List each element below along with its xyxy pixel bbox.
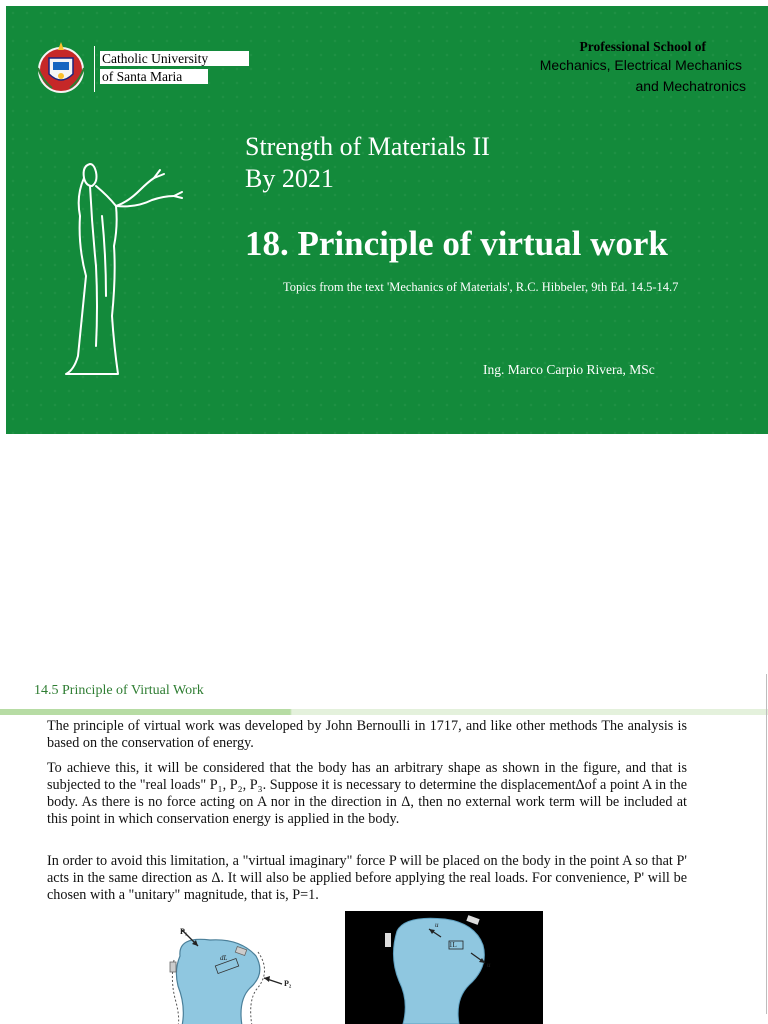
paragraph-real-loads: To achieve this, it will be considered that the body has an arbitrary shape as shown in the figure, and that is subjected to the "real loads" P₁, P₂, P₃. Suppose it is necessary to determine the displacementΔof a point A in the body. As there is no force acting on A nor in the direction in Δ, then no external work term will be included at this point in which conservation energy is applied in the body.	[47, 760, 687, 827]
robed-figure-illustration	[56, 156, 186, 381]
body-real-loads-figure	[160, 926, 310, 1024]
logo-divider	[94, 46, 95, 92]
lecture-title: 18. Principle of virtual work	[245, 224, 668, 263]
element-dl-label: dL	[220, 954, 228, 962]
unit-length-label: 1L	[449, 941, 457, 949]
school-name-line3: and Mechatronics	[635, 78, 746, 94]
title-slide	[6, 6, 768, 434]
author-name: Ing. Marco Carpio Rivera, MSc	[483, 362, 655, 377]
internal-force-u1-label: u	[435, 921, 439, 929]
school-name-line2: Mechanics, Electrical Mechanics	[539, 57, 742, 73]
topics-reference: Topics from the text 'Mechanics of Materials', R.C. Hibbeler, 9th Ed. 14.5-14.7	[283, 280, 679, 294]
school-name-line1: Professional School of	[579, 39, 706, 54]
load-p2-label: P₂	[284, 979, 292, 988]
university-name-line2: of Santa Maria	[100, 69, 208, 84]
paragraph-virtual-force: In order to avoid this limitation, a "virtual imaginary" force P will be placed on the body in the point A so that P' acts in the same direction as Δ. It will also be applied before applying the real loads. For convenience, P' will be chosen with a "unitary" magnitude, that is, P=1.	[47, 853, 687, 903]
title-underline	[0, 709, 768, 715]
body-virtual-load-figure	[345, 911, 543, 1024]
university-crest-icon	[34, 40, 88, 98]
course-name: Strength of Materials II	[245, 132, 490, 161]
paragraph-intro: The principle of virtual work was developed by John Bernoulli in 1717, and like other methods The analysis is based on the conservation of energy.	[47, 718, 687, 751]
load-p1-label: P₁	[180, 927, 188, 936]
slide-edge-rule	[766, 674, 767, 1014]
university-name-line1: Catholic University	[100, 51, 249, 66]
section-title: 14.5 Principle of Virtual Work	[34, 683, 204, 698]
course-year: By 2021	[245, 164, 334, 193]
internal-force-u2-label: u	[487, 961, 491, 969]
content-slide	[0, 664, 768, 1024]
